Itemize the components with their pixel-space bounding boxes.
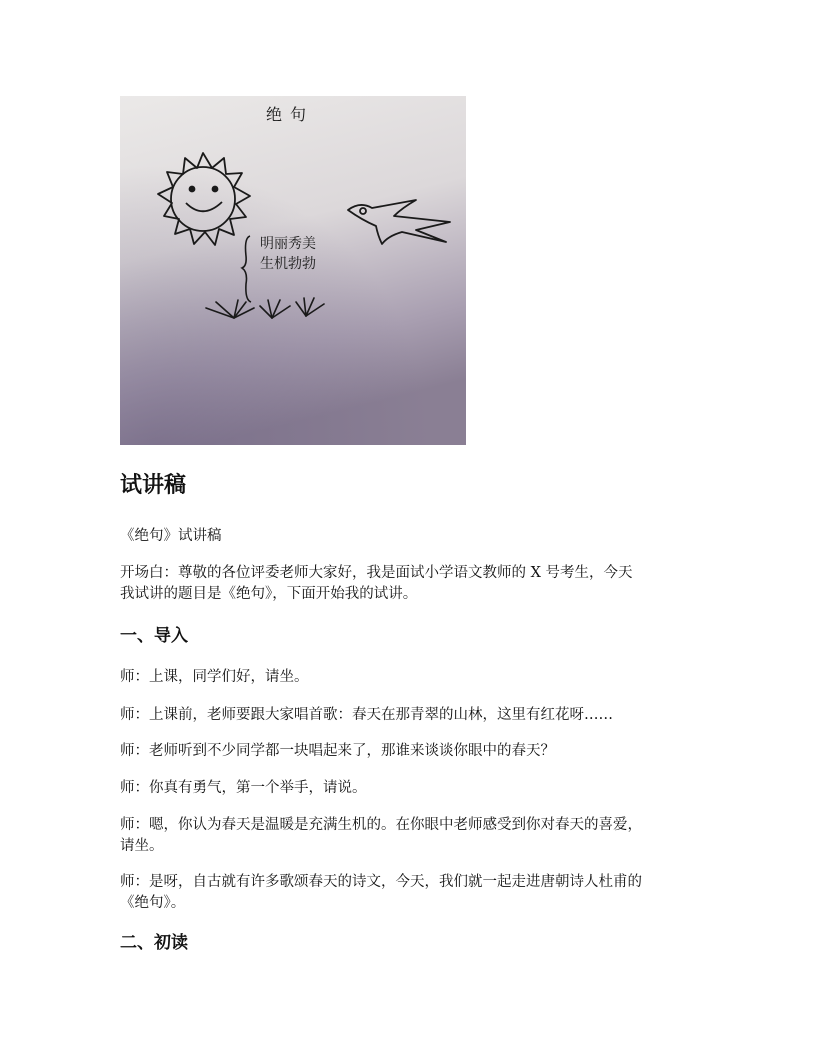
dialogue-line: 师：你真有勇气，第一个举手，请说。 (120, 780, 367, 796)
opening-line-2: 我试讲的题目是《绝句》，下面开始我的试讲。 (120, 586, 418, 602)
drawing-note-line2: 生机勃勃 (260, 256, 316, 272)
opening-paragraph (120, 563, 696, 605)
dialogue-line-continued: 请坐。 (120, 838, 164, 854)
section-heading-intro: 一、导入 (120, 626, 188, 646)
document-subtitle: 《绝句》试讲稿 (120, 528, 222, 544)
dialogue-paragraph (120, 815, 696, 857)
dialogue-line: 师：老师听到不少同学都一块唱起来了，那谁来谈谈你眼中的春天？ (120, 743, 555, 759)
section-heading-first-reading: 二、初读 (120, 933, 188, 953)
dialogue-paragraph (120, 872, 696, 914)
dialogue-line: 师：上课，同学们好，请坐。 (120, 669, 309, 685)
drawing-svg (120, 96, 466, 445)
dialogue-line: 师：上课前，老师要跟大家唱首歌：春天在那青翠的山林，这里有红花呀…… (120, 707, 613, 723)
dialogue-line-continued: 《绝句》。 (120, 895, 186, 911)
lesson-drawing-photo (120, 96, 466, 445)
drawing-note-line1: 明丽秀美 (260, 236, 316, 252)
dialogue-line: 师：嗯，你认为春天是温暖是充满生机的。在你眼中老师感受到你对春天的喜爱， (120, 817, 642, 833)
page-heading: 试讲稿 (120, 473, 187, 498)
opening-line-1: 开场白：尊敬的各位评委老师大家好，我是面试小学语文教师的 X 号考生，今天 (120, 565, 633, 581)
drawing-title: 绝句 (265, 105, 315, 124)
dialogue-line: 师：是呀，自古就有许多歌颂春天的诗文，今天，我们就一起走进唐朝诗人杜甫的 (120, 874, 642, 890)
